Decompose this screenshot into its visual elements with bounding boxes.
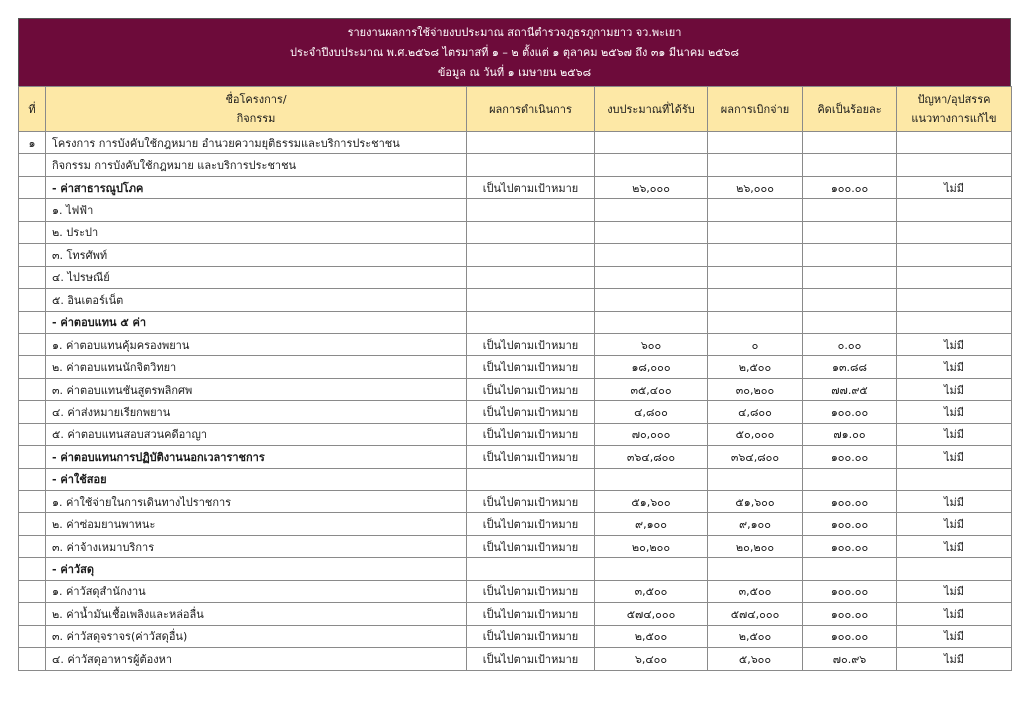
cell-issue: ไม่มี (897, 446, 1012, 468)
cell-result (467, 221, 595, 243)
cell-percent (803, 289, 897, 311)
cell-project-name: โครงการ การบังคับใช้กฎหมาย อำนวยความยุติธรรมและบริการประชาชน (46, 132, 467, 154)
cell-percent (803, 132, 897, 154)
cell-budget: ๗๐,๐๐๐ (595, 423, 708, 445)
cell-project-name: - ค่าใช้สอย (46, 468, 467, 490)
cell-project-name: ๑. ค่าวัสดุสำนักงาน (46, 580, 467, 602)
cell-no: ๑ (19, 132, 46, 154)
table-row (19, 378, 1012, 400)
cell-budget (595, 468, 708, 490)
cell-issue: ไม่มี (897, 603, 1012, 625)
cell-budget (595, 221, 708, 243)
table-row (19, 580, 1012, 602)
cell-spent: ๐ (708, 333, 803, 355)
cell-project-name: ๓. ค่าวัสดุจราจร(ค่าวัสดุอื่น) (46, 625, 467, 647)
cell-result: เป็นไปตามเป้าหมาย (467, 603, 595, 625)
cell-issue: ไม่มี (897, 580, 1012, 602)
cell-spent (708, 154, 803, 176)
cell-budget (595, 289, 708, 311)
cell-spent (708, 468, 803, 490)
cell-result: เป็นไปตามเป้าหมาย (467, 401, 595, 423)
cell-spent: ๕๑,๖๐๐ (708, 491, 803, 513)
cell-result (467, 266, 595, 288)
table-row (19, 648, 1012, 670)
cell-budget: ๖,๔๐๐ (595, 648, 708, 670)
cell-spent: ๔,๘๐๐ (708, 401, 803, 423)
cell-no (19, 266, 46, 288)
cell-project-name: ๓. ค่าจ้างเหมาบริการ (46, 535, 467, 557)
table-row (19, 176, 1012, 198)
table-row (19, 625, 1012, 647)
cell-budget: ๒๐,๒๐๐ (595, 535, 708, 557)
cell-no (19, 199, 46, 221)
cell-percent: ๑๐๐.๐๐ (803, 603, 897, 625)
budget-table (18, 86, 1012, 671)
cell-no (19, 289, 46, 311)
cell-spent: ๙,๑๐๐ (708, 513, 803, 535)
title-line-3: ข้อมูล ณ วันที่ ๑ เมษายน ๒๕๖๘ (437, 65, 592, 79)
cell-issue (897, 311, 1012, 333)
table-row (19, 154, 1012, 176)
report-title-banner (18, 18, 1011, 86)
cell-percent: ๑๐๐.๐๐ (803, 580, 897, 602)
cell-issue: ไม่มี (897, 491, 1012, 513)
cell-no (19, 221, 46, 243)
table-row (19, 558, 1012, 580)
table-row (19, 244, 1012, 266)
cell-budget: ๕๗๔,๐๐๐ (595, 603, 708, 625)
cell-result (467, 199, 595, 221)
cell-result (467, 558, 595, 580)
cell-budget (595, 311, 708, 333)
header-issue-line2: แนวทางการแก้ไข (911, 112, 997, 125)
cell-budget (595, 266, 708, 288)
cell-budget (595, 244, 708, 266)
cell-no (19, 446, 46, 468)
table-header (19, 87, 1012, 132)
cell-budget: ๔,๘๐๐ (595, 401, 708, 423)
table-row (19, 491, 1012, 513)
cell-no (19, 154, 46, 176)
cell-percent: ๗๑.๐๐ (803, 423, 897, 445)
cell-spent: ๕๗๔,๐๐๐ (708, 603, 803, 625)
cell-spent: ๒,๕๐๐ (708, 625, 803, 647)
cell-percent: ๑๐๐.๐๐ (803, 491, 897, 513)
cell-issue (897, 132, 1012, 154)
cell-result: เป็นไปตามเป้าหมาย (467, 356, 595, 378)
cell-issue (897, 266, 1012, 288)
cell-result: เป็นไปตามเป้าหมาย (467, 580, 595, 602)
cell-result: เป็นไปตามเป้าหมาย (467, 446, 595, 468)
table-row (19, 289, 1012, 311)
cell-spent: ๒๐,๒๐๐ (708, 535, 803, 557)
cell-project-name: ๒. ค่าตอบแทนนักจิตวิทยา (46, 356, 467, 378)
cell-project-name: - ค่าตอบแทนการปฏิบัติงานนอกเวลาราชการ (46, 446, 467, 468)
header-budget: งบประมาณที่ได้รับ (595, 87, 708, 132)
table-row (19, 401, 1012, 423)
cell-project-name: ๑. ค่าใช้จ่ายในการเดินทางไปราชการ (46, 491, 467, 513)
cell-budget: ๑๘,๐๐๐ (595, 356, 708, 378)
header-percent: คิดเป็นร้อยละ (803, 87, 897, 132)
cell-percent (803, 311, 897, 333)
cell-no (19, 535, 46, 557)
cell-budget: ๕๑,๖๐๐ (595, 491, 708, 513)
cell-no (19, 603, 46, 625)
cell-result (467, 468, 595, 490)
cell-project-name: กิจกรรม การบังคับใช้กฎหมาย และบริการประชาชน (46, 154, 467, 176)
cell-result: เป็นไปตามเป้าหมาย (467, 513, 595, 535)
cell-result (467, 154, 595, 176)
cell-budget: ๓,๕๐๐ (595, 580, 708, 602)
cell-issue: ไม่มี (897, 648, 1012, 670)
cell-spent: ๕,๖๐๐ (708, 648, 803, 670)
cell-result (467, 244, 595, 266)
title-line-1: รายงานผลการใช้จ่ายงบประมาณ สถานีตำรวจภูธรภูกามยาว จว.พะเยา (347, 25, 682, 39)
cell-percent: ๑๐๐.๐๐ (803, 625, 897, 647)
cell-result: เป็นไปตามเป้าหมาย (467, 176, 595, 198)
cell-percent: ๗๐.๙๖ (803, 648, 897, 670)
cell-issue: ไม่มี (897, 401, 1012, 423)
report-sheet (18, 18, 1011, 671)
cell-project-name: ๑. ไฟฟ้า (46, 199, 467, 221)
cell-result: เป็นไปตามเป้าหมาย (467, 535, 595, 557)
cell-spent: ๕๐,๐๐๐ (708, 423, 803, 445)
cell-percent (803, 558, 897, 580)
cell-spent (708, 221, 803, 243)
table-row (19, 423, 1012, 445)
cell-budget (595, 199, 708, 221)
header-result: ผลการดำเนินการ (467, 87, 595, 132)
cell-result (467, 132, 595, 154)
header-spent: ผลการเบิกจ่าย (708, 87, 803, 132)
cell-spent (708, 199, 803, 221)
cell-spent (708, 311, 803, 333)
cell-percent: ๑๐๐.๐๐ (803, 446, 897, 468)
cell-no (19, 356, 46, 378)
cell-budget (595, 132, 708, 154)
cell-issue (897, 154, 1012, 176)
cell-no (19, 311, 46, 333)
cell-percent: ๑๐๐.๐๐ (803, 513, 897, 535)
table-row (19, 513, 1012, 535)
cell-spent (708, 289, 803, 311)
header-issue-line1: ปัญหา/อุปสรรค (917, 93, 991, 106)
cell-no (19, 423, 46, 445)
cell-project-name: ๔. ไปรษณีย์ (46, 266, 467, 288)
cell-project-name: ๕. ค่าตอบแทนสอบสวนคดีอาญา (46, 423, 467, 445)
cell-project-name: - ค่าวัสดุ (46, 558, 467, 580)
cell-percent: ๐.๐๐ (803, 333, 897, 355)
cell-percent (803, 154, 897, 176)
cell-project-name: ๓. โทรศัพท์ (46, 244, 467, 266)
cell-no (19, 378, 46, 400)
cell-no (19, 558, 46, 580)
cell-spent: ๓๖๔,๘๐๐ (708, 446, 803, 468)
table-row (19, 199, 1012, 221)
table-row (19, 535, 1012, 557)
cell-result: เป็นไปตามเป้าหมาย (467, 378, 595, 400)
table-row (19, 603, 1012, 625)
table-row (19, 333, 1012, 355)
header-project-line1: ชื่อโครงการ/ (225, 93, 287, 106)
cell-no (19, 401, 46, 423)
cell-issue: ไม่มี (897, 423, 1012, 445)
table-body (19, 132, 1012, 671)
cell-result: เป็นไปตามเป้าหมาย (467, 423, 595, 445)
table-row (19, 468, 1012, 490)
cell-project-name: ๒. ค่าน้ำมันเชื้อเพลิงและหล่อลื่น (46, 603, 467, 625)
cell-project-name: ๓. ค่าตอบแทนชันสูตรพลิกศพ (46, 378, 467, 400)
header-issue (897, 87, 1012, 132)
cell-issue (897, 289, 1012, 311)
cell-budget: ๒๖,๐๐๐ (595, 176, 708, 198)
cell-result: เป็นไปตามเป้าหมาย (467, 491, 595, 513)
cell-no (19, 491, 46, 513)
cell-issue: ไม่มี (897, 535, 1012, 557)
cell-percent (803, 266, 897, 288)
cell-no (19, 580, 46, 602)
table-row (19, 446, 1012, 468)
cell-issue (897, 199, 1012, 221)
cell-percent: ๑๐๐.๐๐ (803, 535, 897, 557)
cell-issue: ไม่มี (897, 378, 1012, 400)
cell-project-name: ๔. ค่าวัสดุอาหารผู้ต้องหา (46, 648, 467, 670)
table-row (19, 266, 1012, 288)
cell-project-name: ๕. อินเตอร์เน็ต (46, 289, 467, 311)
cell-project-name: ๑. ค่าตอบแทนคุ้มครองพยาน (46, 333, 467, 355)
cell-budget: ๙,๑๐๐ (595, 513, 708, 535)
cell-issue: ไม่มี (897, 625, 1012, 647)
table-row (19, 356, 1012, 378)
cell-spent (708, 266, 803, 288)
cell-issue (897, 468, 1012, 490)
cell-percent (803, 244, 897, 266)
cell-percent: ๗๗.๙๕ (803, 378, 897, 400)
cell-budget: ๒,๕๐๐ (595, 625, 708, 647)
cell-result: เป็นไปตามเป้าหมาย (467, 333, 595, 355)
cell-issue: ไม่มี (897, 333, 1012, 355)
cell-no (19, 176, 46, 198)
cell-result (467, 311, 595, 333)
cell-project-name: ๔. ค่าส่งหมายเรียกพยาน (46, 401, 467, 423)
cell-percent: ๑๐๐.๐๐ (803, 176, 897, 198)
cell-percent (803, 468, 897, 490)
cell-project-name: - ค่าสาธารณูปโภค (46, 176, 467, 198)
cell-spent (708, 244, 803, 266)
cell-issue (897, 244, 1012, 266)
table-row (19, 132, 1012, 154)
cell-spent (708, 132, 803, 154)
cell-result: เป็นไปตามเป้าหมาย (467, 625, 595, 647)
cell-issue: ไม่มี (897, 513, 1012, 535)
cell-spent: ๓๐,๒๐๐ (708, 378, 803, 400)
header-project-line2: กิจกรรม (236, 112, 276, 125)
cell-budget (595, 558, 708, 580)
cell-project-name: - ค่าตอบแทน ๕ ค่า (46, 311, 467, 333)
cell-issue (897, 221, 1012, 243)
cell-percent: ๑๓.๘๘ (803, 356, 897, 378)
cell-project-name: ๒. ประปา (46, 221, 467, 243)
cell-budget: ๖๐๐ (595, 333, 708, 355)
cell-budget: ๓๖๔,๘๐๐ (595, 446, 708, 468)
cell-no (19, 625, 46, 647)
cell-budget: ๓๕,๔๐๐ (595, 378, 708, 400)
cell-spent: ๒๖,๐๐๐ (708, 176, 803, 198)
title-line-2: ประจำปีงบประมาณ พ.ศ.๒๕๖๘ ไตรมาสที่ ๑ – ๒ ตั้งแต่ ๑ ตุลาคม ๒๕๖๗ ถึง ๓๑ มีนาคม ๒๕๖๘ (290, 45, 739, 59)
cell-project-name: ๒. ค่าซ่อมยานพาหนะ (46, 513, 467, 535)
cell-issue: ไม่มี (897, 176, 1012, 198)
cell-spent (708, 558, 803, 580)
cell-no (19, 513, 46, 535)
cell-result (467, 289, 595, 311)
cell-percent: ๑๐๐.๐๐ (803, 401, 897, 423)
cell-percent (803, 221, 897, 243)
cell-result: เป็นไปตามเป้าหมาย (467, 648, 595, 670)
cell-no (19, 244, 46, 266)
cell-no (19, 333, 46, 355)
table-row (19, 221, 1012, 243)
cell-spent: ๒,๕๐๐ (708, 356, 803, 378)
table-row (19, 311, 1012, 333)
header-project (46, 87, 467, 132)
cell-percent (803, 199, 897, 221)
cell-issue (897, 558, 1012, 580)
cell-budget (595, 154, 708, 176)
cell-issue: ไม่มี (897, 356, 1012, 378)
header-no: ที่ (19, 87, 46, 132)
cell-no (19, 468, 46, 490)
cell-spent: ๓,๕๐๐ (708, 580, 803, 602)
cell-no (19, 648, 46, 670)
